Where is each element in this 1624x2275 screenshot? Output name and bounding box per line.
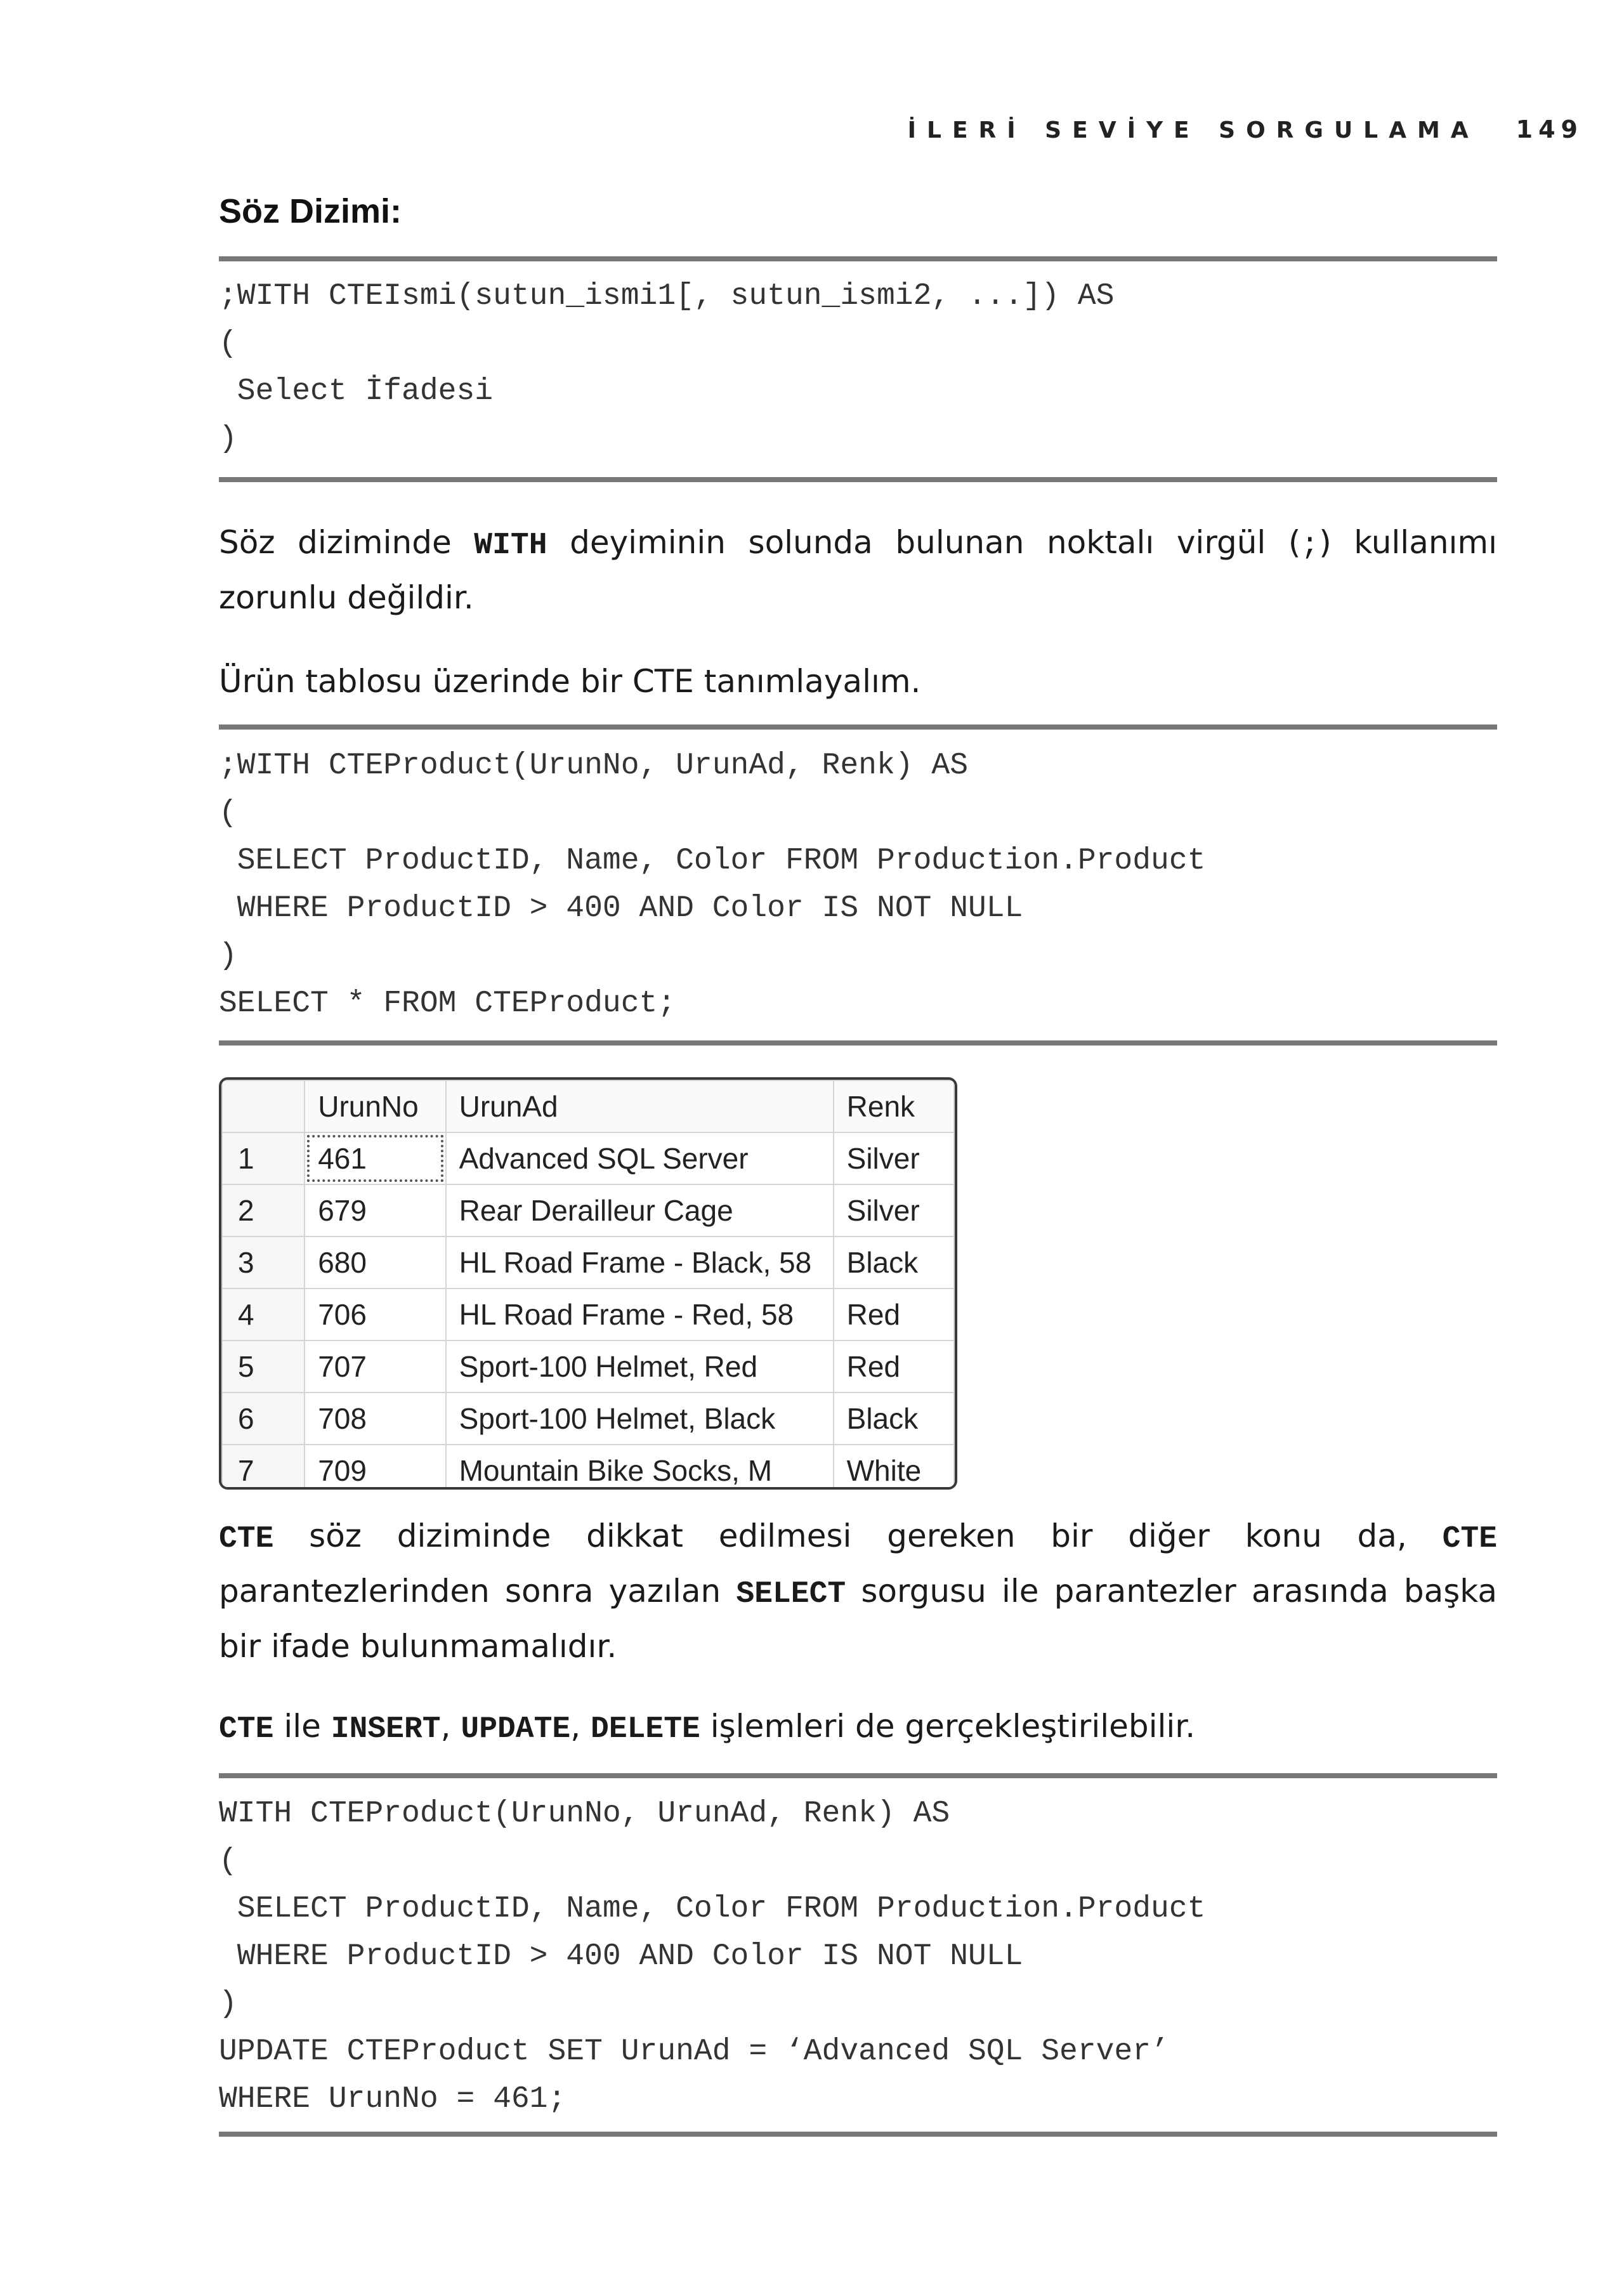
cell-renk[interactable]: Silver: [834, 1132, 954, 1184]
cell-urunad[interactable]: Mountain Bike Socks, M: [446, 1445, 834, 1490]
code-rule-top: [219, 256, 1497, 261]
code-line: SELECT * FROM CTEProduct;: [219, 987, 676, 1021]
cell-urunno[interactable]: 707: [304, 1341, 445, 1393]
keyword: WITH: [474, 528, 547, 563]
table-row: [222, 1393, 954, 1445]
paragraph-semicolon-note: Söz diziminde WITH deyiminin solunda bulunan noktalı virgül (;) kullanımı zorunlu değildir.: [219, 524, 1498, 616]
cell-urunad[interactable]: HL Road Frame - Black, 58: [446, 1236, 834, 1288]
code-rule-bottom: [219, 477, 1497, 482]
cell-renk[interactable]: Black: [834, 1393, 954, 1445]
cell-urunno[interactable]: 679: [304, 1184, 445, 1236]
running-title: İLERİ SEVİYE SORGULAMA: [907, 117, 1479, 143]
code-line: UPDATE CTEProduct SET UrunAd = ‘Advanced SQL Server’: [219, 2035, 1169, 2069]
code-line: ): [219, 422, 237, 456]
row-number[interactable]: 3: [222, 1236, 304, 1288]
cell-urunno[interactable]: 709: [304, 1445, 445, 1490]
row-number[interactable]: 5: [222, 1341, 304, 1393]
row-number[interactable]: 1: [222, 1132, 304, 1184]
cell-renk[interactable]: Red: [834, 1341, 954, 1393]
code-line: ;WITH CTEProduct(UrunNo, UrunAd, Renk) AS: [219, 749, 968, 783]
cell-renk[interactable]: White: [834, 1445, 954, 1490]
code-line: SELECT ProductID, Name, Color FROM Production.Product: [219, 1892, 1206, 1926]
cell-renk[interactable]: Black: [834, 1236, 954, 1288]
grid-corner: [222, 1080, 304, 1132]
cell-urunad[interactable]: Rear Derailleur Cage: [446, 1184, 834, 1236]
code-line: WHERE ProductID > 400 AND Color IS NOT NULL: [219, 1939, 1023, 1974]
code-line: ;WITH CTEIsmi(sutun_ismi1[, sutun_ismi2, ...]) AS: [219, 279, 1115, 313]
code-line: WHERE ProductID > 400 AND Color IS NOT NULL: [219, 891, 1023, 926]
keyword: SELECT: [736, 1577, 846, 1611]
code-line: SELECT ProductID, Name, Color FROM Production.Product: [219, 844, 1206, 878]
code-line: Select İfadesi: [219, 374, 494, 409]
paragraph-cte-intro: Ürün tablosu üzerinde bir CTE tanımlayalım.: [219, 663, 921, 700]
page-number: 149: [1516, 115, 1583, 143]
code-line: ): [219, 939, 237, 973]
table-row: [222, 1288, 954, 1341]
code-line: WITH CTEProduct(UrunNo, UrunAd, Renk) AS: [219, 1797, 950, 1831]
table-row: [222, 1236, 954, 1288]
cell-urunad[interactable]: HL Road Frame - Red, 58: [446, 1288, 834, 1341]
table-row: [222, 1132, 954, 1184]
cell-urunno[interactable]: 706: [304, 1288, 445, 1341]
code-block-syntax: [219, 273, 1114, 463]
code-line: (: [219, 327, 237, 361]
code-rule-top: [219, 1773, 1497, 1778]
keyword: UPDATE: [461, 1712, 571, 1747]
code-line: ): [219, 1987, 237, 2021]
table-row: [222, 1184, 954, 1236]
cell-urunad[interactable]: Advanced SQL Server: [446, 1132, 834, 1184]
code-line: WHERE UrunNo = 461;: [219, 2082, 566, 2116]
running-header: [908, 115, 1583, 143]
cell-urunno[interactable]: 708: [304, 1393, 445, 1445]
row-number[interactable]: 4: [222, 1288, 304, 1341]
paragraph-cte-rule: CTE söz diziminde dikkat edilmesi gereken bir diğer konu da, CTE parantezlerinden sonra yazılan SELECT sorgusu ile parantezler arasında başka bir ifade bulunmamalıdır.: [219, 1518, 1498, 1665]
paragraph-dml-note: CTE ile INSERT, UPDATE, DELETE işlemleri de gerçekleştirilebilir.: [219, 1708, 1196, 1747]
row-number[interactable]: 2: [222, 1184, 304, 1236]
code-block-select: [219, 742, 1205, 1028]
grid-header-row: [222, 1080, 954, 1132]
table-row: [222, 1341, 954, 1393]
keyword: CTE: [1442, 1522, 1497, 1556]
table-row: [222, 1445, 954, 1490]
column-header-urunad[interactable]: UrunAd: [446, 1080, 834, 1132]
column-header-urunno[interactable]: UrunNo: [304, 1080, 445, 1132]
keyword: CTE: [219, 1712, 274, 1747]
code-rule-bottom: [219, 1040, 1497, 1046]
keyword: INSERT: [331, 1712, 441, 1747]
results-grid: [219, 1077, 957, 1490]
cell-renk[interactable]: Red: [834, 1288, 954, 1341]
code-block-update: [219, 1790, 1205, 2123]
row-number[interactable]: 7: [222, 1445, 304, 1490]
keyword: ;: [1300, 528, 1320, 563]
code-rule-top: [219, 724, 1497, 730]
cell-urunno[interactable]: 680: [304, 1236, 445, 1288]
keyword: CTE: [219, 1522, 274, 1556]
column-header-renk[interactable]: Renk: [834, 1080, 954, 1132]
code-line: (: [219, 796, 237, 830]
row-number[interactable]: 6: [222, 1393, 304, 1445]
code-rule-bottom: [219, 2132, 1497, 2137]
cell-urunno[interactable]: 461: [304, 1132, 445, 1184]
cell-urunad[interactable]: Sport-100 Helmet, Red: [446, 1341, 834, 1393]
section-title: Söz Dizimi:: [219, 192, 402, 230]
cell-renk[interactable]: Silver: [834, 1184, 954, 1236]
keyword: DELETE: [591, 1712, 700, 1747]
code-line: (: [219, 1844, 237, 1878]
cell-urunad[interactable]: Sport-100 Helmet, Black: [446, 1393, 834, 1445]
